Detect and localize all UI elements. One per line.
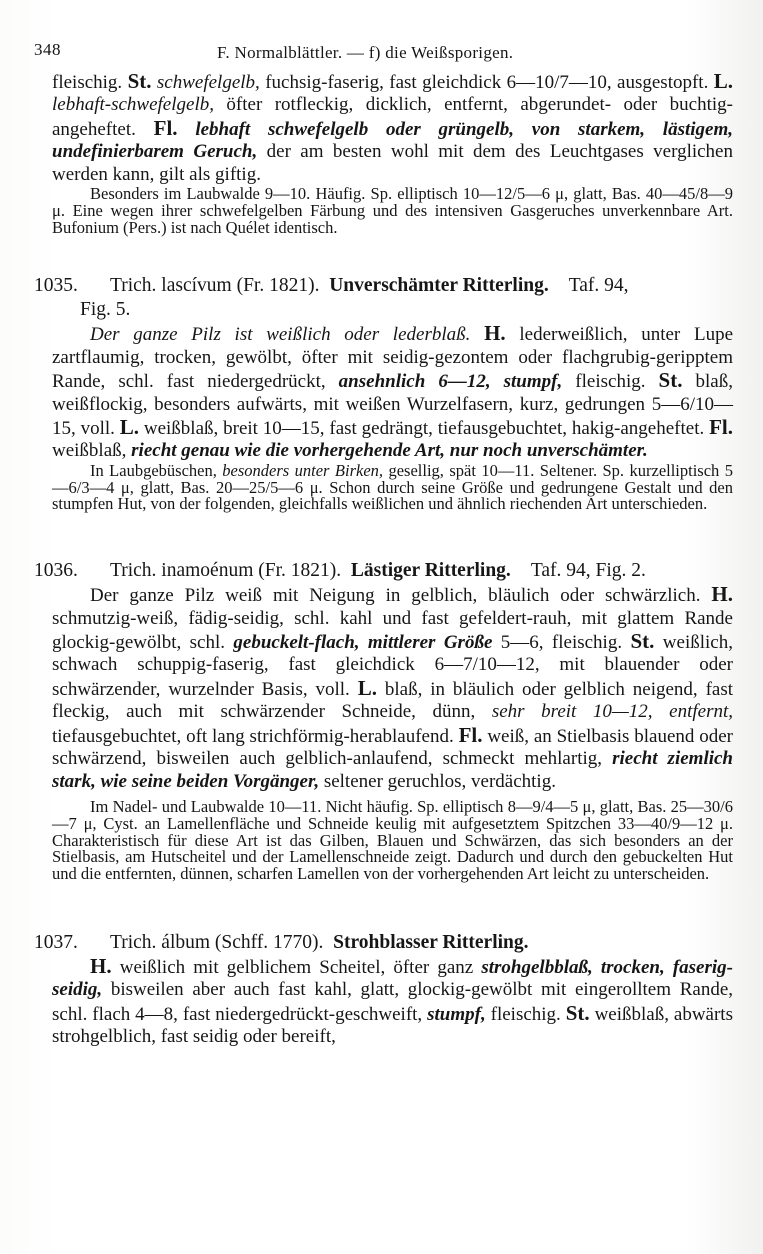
- cap-label: H.: [484, 321, 506, 346]
- gills-label: L.: [713, 69, 733, 93]
- entry-number: 1036.: [34, 560, 78, 582]
- flesh-label: Fl.: [458, 722, 483, 747]
- gills-label: L.: [119, 415, 140, 440]
- entry-note: In Laubgebüschen, besonders unter Birken, gesellig, spät 10—11. Seltener. Sp. kurzelliptisch 5—6/3—4 μ, glatt, Bas. 20—25/5—6 μ. Schon durch seine Größe und gedrungene Gestalt und den stumpfen Hut, von der folgenden, gleichfalls weißlichen und ähnlich riechenden Art unterschieden.: [52, 460, 733, 514]
- common-name: Lästiger Ritterling.: [350, 560, 511, 582]
- cap-label: H.: [90, 953, 112, 978]
- plate-reference: Taf. 94, Fig. 2.: [530, 560, 646, 582]
- entry-number: 1035.: [34, 275, 78, 297]
- continued-description: fleischig. St. schwefelgelb, fuchsig-faserig, fast gleichdick 6—10/7—10, ausgestopft. L. lebhaft-schwefelgelb, öfter rotfleckig, dicklich, entfernt, abgerundet- oder buchtig-angeheftet. Fl. lebhaft schwefelgelb oder grüngelb, von starkem, lästigem, undefinierbarem Geruch, der am besten wohl mit dem des Leuchtgases verglichen werden kann, gilt als giftig.: [52, 69, 733, 185]
- cap-label: H.: [711, 582, 733, 607]
- running-head: F. Normalblättler. — f) die Weißsporigen.: [217, 43, 514, 62]
- entry-description: H. weißlich mit gelblichem Scheitel, öfter ganz strohgelbblaß, trocken, faserig-seidig, bisweilen aber auch fast kahl, glatt, glockig-gewölbt mit eingerolltem Rande, schl. flach 4—8, fast niedergedrückt-geschweift, stumpf, fleischig. St. weißblaß, abwärts strohgelblich, fast seidig oder bereift,: [52, 953, 733, 1048]
- latin-name: Trich. lascívum (Fr. 1821).: [110, 275, 320, 297]
- common-name: Strohblasser Ritterling.: [333, 931, 529, 953]
- entry-1036: [34, 559, 734, 884]
- latin-name: Trich. álbum (Schff. 1770).: [110, 931, 324, 953]
- entry-heading: [34, 559, 733, 583]
- latin-name: Trich. inamoénum (Fr. 1821).: [110, 560, 342, 582]
- flesh-label: Fl.: [709, 415, 734, 440]
- stem-label: St.: [127, 69, 152, 93]
- page-header: [34, 40, 733, 70]
- entry-heading: [34, 274, 733, 298]
- plate-reference: Taf. 94,: [568, 275, 629, 297]
- continued-note: Besonders im Laubwalde 9—10. Häufig. Sp. elliptisch 10—12/5—6 μ, glatt, Bas. 40—45/8—9 μ. Eine wegen ihrer schwefelgelben Färbung und des intensiven Gasgeruches unverkennbare Art. Bufonium (Pers.) ist nach Quélet identisch.: [52, 184, 733, 237]
- entry-description: Der ganze Pilz weiß mit Neigung in gelblich, bläulich oder schwärzlich. H. schmutzig-weiß, fädig-seidig, schl. kahl und fast gefeldert-rauh, mit glattem Rande glockig-gewölbt, schl. gebuckelt-flach, mittlerer Größe 5—6, fleischig. St. weißlich, schwach schuppig-faserig, fast gleichdick 6—7/10—12, mit blauender oder schwärzender, wurzelnder Basis, voll. L. blaß, in bläulich oder gelblich neigend, fast fleckig, auch mit schwärzender Schneide, dünn, sehr breit 10—12, entfernt, tiefausgebuchtet, oft lang strichförmig-herablaufend. Fl. weiß, an Stielbasis blauend oder schwärzend, bisweilen auch gelblich-anlaufend, schmeckt mehlartig, riecht ziemlich stark, wie seine beiden Vorgänger, seltener geruchlos, verdächtig.: [52, 582, 734, 792]
- stem-label: St.: [658, 368, 683, 393]
- page-number: 348: [34, 40, 61, 59]
- entry-1037: [34, 931, 733, 1049]
- stem-label: St.: [630, 629, 655, 654]
- entry-heading: [34, 931, 733, 955]
- entry-description: Der ganze Pilz ist weißlich oder lederblaß. H. lederweißlich, unter Lupe zartflaumig, trocken, gewölbt, öfter mit seidig-gezontem oder flachgrubig-geripptem Rande, schl. fast niedergedrückt, ansehnlich 6—12, stumpf, fleischig. St. blaß, weißflockig, besonders aufwärts, mit weißen Wurzelfasern, kurz, gedrungen 5—6/10—15, voll. L. weißblaß, breit 10—15, fast gedrängt, tiefausgebuchtet, hakig-angeheftet. Fl. weißblaß, riecht genau wie die vorhergehende Art, nur noch unverschämter.: [52, 321, 734, 462]
- common-name: Unverschämter Ritterling.: [329, 275, 549, 297]
- figure-reference: Fig. 5.: [80, 299, 131, 321]
- entry-1035: [34, 274, 734, 514]
- stem-label: St.: [565, 1000, 590, 1025]
- flesh-label: Fl.: [153, 115, 178, 140]
- entry-note: Im Nadel- und Laubwalde 10—11. Nicht häufig. Sp. elliptisch 8—9/4—5 μ, glatt, Bas. 25—30/6—7 μ, Cyst. an Lamellenfläche und Schneide keulig mit aufgesetztem Spitzchen 33—40/9—12 μ. Charakteristisch für diese Art ist das Gilben, Blauen und Schwärzen, das sich besonders an der Stielbasis, am Hutscheitel und der Lamellenschneide zeigt. Dadurch und durch den gebuckelten Hut und die entfernten, dünnen, scharfen Lamellen von der vorhergehenden Art leicht zu unterscheiden.: [52, 796, 733, 884]
- gills-label: L.: [357, 675, 377, 700]
- entry-number: 1037.: [34, 931, 78, 953]
